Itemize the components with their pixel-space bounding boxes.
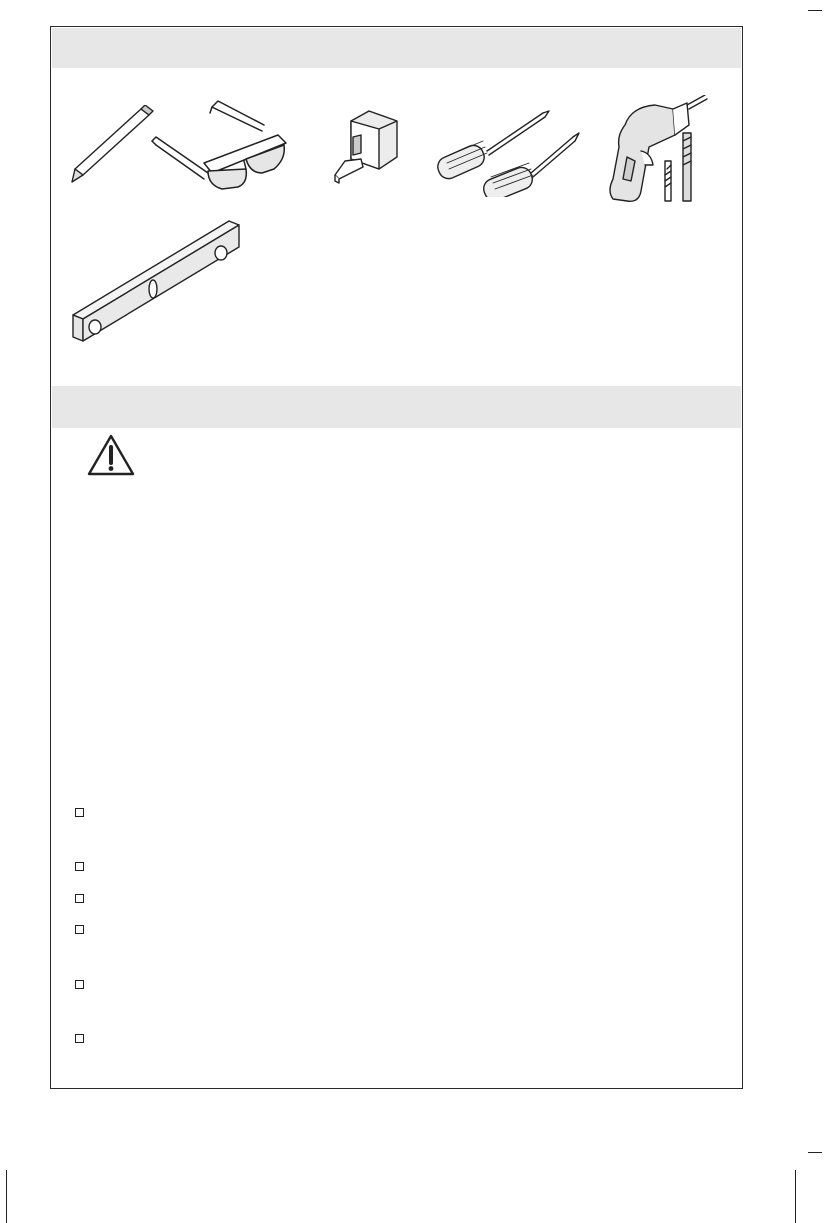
screwdrivers-icon (431, 107, 581, 197)
tape-measure-icon (331, 107, 401, 185)
preparation-header-band (52, 386, 741, 428)
checkbox[interactable] (75, 862, 84, 871)
checklist-item (75, 894, 675, 903)
safety-glasses-icon (146, 99, 296, 195)
crop-mark-bottom-left (6, 1170, 7, 1223)
checklist-item (75, 925, 675, 934)
warning-triangle-icon (86, 433, 136, 477)
crop-mark-top-right (808, 10, 822, 11)
checkbox[interactable] (75, 980, 84, 989)
checklist-item (75, 980, 675, 989)
checkbox[interactable] (75, 1034, 84, 1043)
level-icon (69, 217, 249, 347)
checkbox[interactable] (75, 808, 84, 817)
checkbox[interactable] (75, 894, 84, 903)
checklist-item (75, 808, 675, 817)
checkbox[interactable] (75, 925, 84, 934)
instruction-panel (50, 26, 743, 1089)
drill-icon (601, 95, 711, 207)
crop-mark-bottom-right (795, 1170, 796, 1223)
checklist-item (75, 1034, 675, 1043)
tools-header-band (52, 28, 741, 68)
checklist-item (75, 862, 675, 871)
crop-mark-mid-right (808, 1152, 822, 1153)
